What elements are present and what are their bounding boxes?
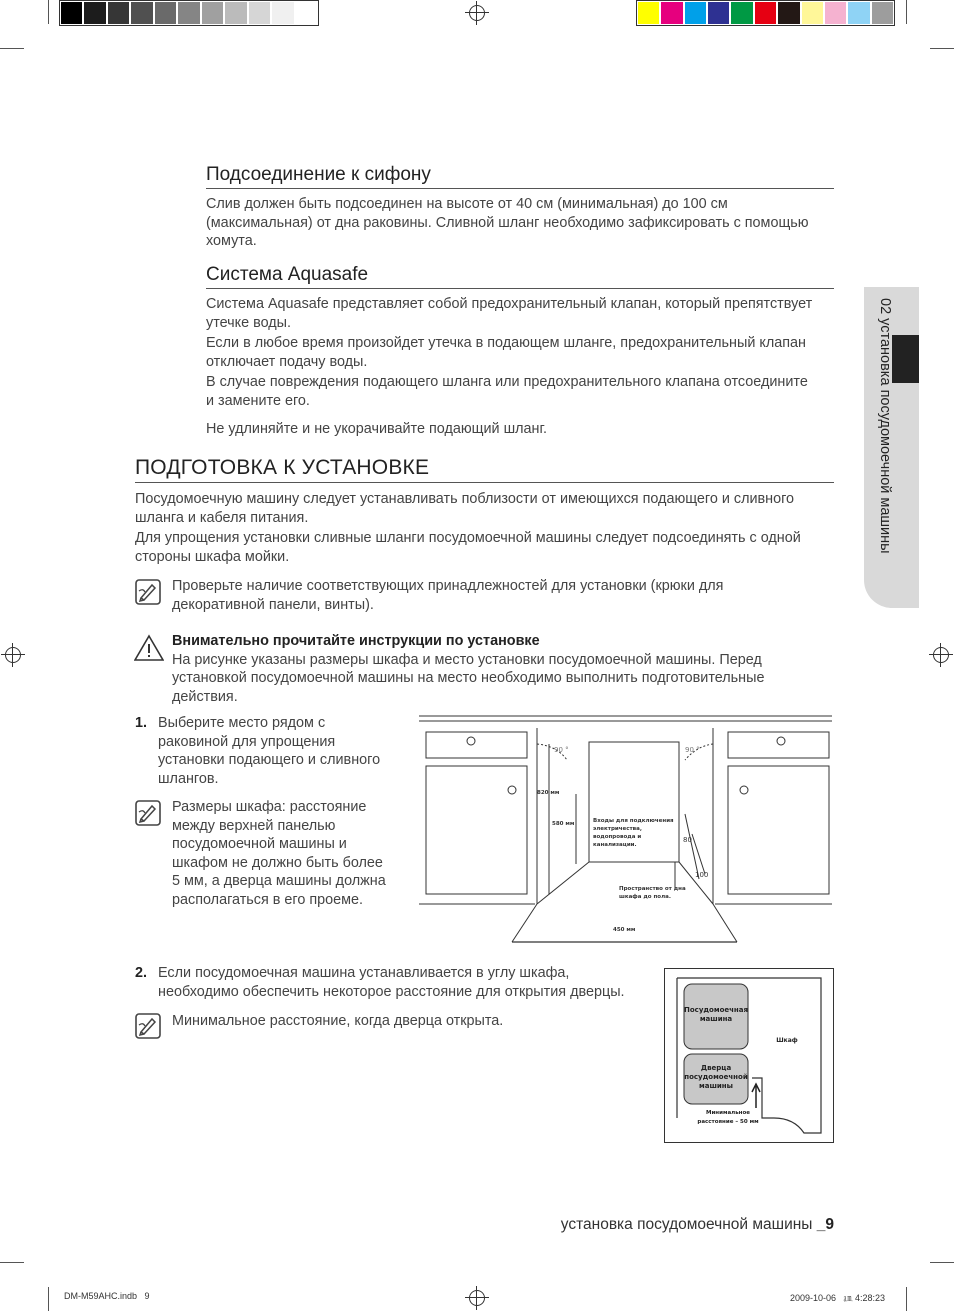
note-icon bbox=[135, 579, 161, 605]
trim-mark bbox=[48, 1287, 49, 1311]
trim-mark bbox=[48, 0, 49, 24]
siphon-text: Слив должен быть подсоединен на высоте от 40 см (минимальная) до 100 см (максимальная) от дна раковины. Сливной шланг необходимо зафиксировать с помощью хомута. bbox=[206, 196, 809, 249]
svg-text:канализации.: канализации. bbox=[593, 842, 637, 848]
inputs-label bbox=[593, 818, 674, 848]
color-calibration-bar bbox=[636, 0, 895, 26]
trim-mark bbox=[930, 1262, 954, 1263]
warning-block: Внимательно прочитайте инструкции по установке На рисунке указаны размеры шкафа и место установки посудомоечной машины. Перед установкой посудомоечной машины на место необходимо выполнить подготовительные действия. bbox=[172, 632, 832, 706]
installation-diagram bbox=[417, 714, 834, 946]
chapter-tab-label: 02 установка посудомоечной машины bbox=[877, 298, 893, 554]
angle-left-label: 90 ° bbox=[554, 746, 569, 754]
color-swatch bbox=[225, 2, 246, 24]
color-swatch bbox=[61, 2, 82, 24]
color-swatch bbox=[272, 2, 293, 24]
min-distance-note: Минимальное расстояние, когда дверца открыта. bbox=[172, 1013, 504, 1029]
color-swatch bbox=[249, 2, 270, 24]
warning-icon bbox=[134, 634, 164, 662]
svg-text:посудомоечной: посудомоечной bbox=[684, 1073, 748, 1081]
print-file-name: DM-M59AHC.indb 9 bbox=[64, 1291, 150, 1301]
color-swatch bbox=[108, 2, 129, 24]
color-swatch bbox=[825, 2, 846, 24]
color-swatch bbox=[661, 2, 682, 24]
color-swatch bbox=[131, 2, 152, 24]
prep-text: Посудомоечную машину следует устанавливать поблизости от имеющихся подающего и сливного шланга и кабеля питания. Для упрощения установки сливные шланги посудомоечной машины следует подсоединять с одной стороны шкафа мойки. bbox=[135, 491, 801, 565]
dim-100-label: 100 bbox=[695, 871, 709, 879]
color-swatch bbox=[296, 2, 317, 24]
color-swatch bbox=[84, 2, 105, 24]
footer-section: установка посудомоечной машины bbox=[560, 1216, 813, 1233]
note-icon bbox=[135, 1013, 161, 1039]
corner-diagram bbox=[664, 968, 835, 1144]
trim-mark bbox=[0, 1262, 24, 1263]
svg-text:Пространство от дна: Пространство от дна bbox=[619, 886, 686, 892]
dim-820-label: 820 мм bbox=[537, 790, 560, 796]
step-1-number: 1. bbox=[135, 715, 148, 731]
angle-right-label: 90 ° bbox=[685, 746, 700, 754]
color-swatch bbox=[848, 2, 869, 24]
color-swatch bbox=[778, 2, 799, 24]
cabinet-label: Шкаф bbox=[776, 1037, 798, 1044]
svg-text:машины: машины bbox=[699, 1082, 733, 1090]
color-swatch bbox=[731, 2, 752, 24]
registration-mark-bottom bbox=[469, 1290, 485, 1306]
color-swatch bbox=[708, 2, 729, 24]
cabinet-size-note: Размеры шкафа: расстояние между верхней панелью посудомоечной машины и шкафом не должно быть более 5 мм, а дверца машины должна располагаться в его проеме. bbox=[172, 799, 386, 908]
color-swatch bbox=[685, 2, 706, 24]
step-2-text: Если посудомоечная машина устанавливается в углу шкафа, необходимо обеспечить некоторое расстояние для открытия дверцы. bbox=[158, 965, 625, 1000]
accessories-note: Проверьте наличие соответствующих принадлежностей для установки (крюки для декоративной панели, винты). bbox=[172, 578, 724, 613]
svg-text:расстояние – 50 мм: расстояние – 50 мм bbox=[697, 1119, 759, 1125]
siphon-heading: Подсоединение к сифону bbox=[206, 164, 834, 189]
registration-mark-left bbox=[5, 647, 21, 663]
svg-text:электричества,: электричества, bbox=[593, 826, 642, 832]
svg-text:машина: машина bbox=[699, 1015, 733, 1023]
color-swatch bbox=[872, 2, 893, 24]
registration-mark-top bbox=[469, 5, 485, 21]
registration-mark-right bbox=[933, 647, 949, 663]
trim-mark bbox=[0, 48, 24, 49]
floor-space-label bbox=[619, 886, 686, 900]
dim-580-label: 580 мм bbox=[552, 821, 575, 827]
svg-text:водопровода и: водопровода и bbox=[593, 834, 642, 840]
trim-mark bbox=[906, 1287, 907, 1311]
note-icon bbox=[135, 800, 161, 826]
page-footer bbox=[561, 1216, 834, 1234]
color-swatch bbox=[755, 2, 776, 24]
dim-450-label: 450 мм bbox=[613, 927, 636, 933]
svg-text:Входы для подключения: Входы для подключения bbox=[593, 818, 674, 824]
color-swatch bbox=[802, 2, 823, 24]
aquasafe-text: Система Aquasafe представляет собой предохранительный клапан, который препятствует утечке воды. Если в любое время произойдет утечка в подающем шланге, предохранительный клапан отключает подачу воды. В случае повреждения подающего шланга или предохранительного клапана отсоедините и замените его. Не удлиняйте и не укорачивайте подающий шланг. bbox=[206, 296, 813, 437]
trim-mark bbox=[930, 48, 954, 49]
color-swatch bbox=[202, 2, 223, 24]
grayscale-calibration-bar bbox=[59, 0, 319, 26]
step-1-text: Выберите место рядом с раковиной для упрощения установки подающего и сливного шлангов. bbox=[158, 715, 381, 787]
svg-text:Посудомоечная: Посудомоечная bbox=[684, 1006, 748, 1014]
dim-80-label: 80 bbox=[683, 836, 692, 844]
svg-text:шкафа до пола.: шкафа до пола. bbox=[619, 894, 671, 900]
page-number: _9 bbox=[816, 1216, 834, 1233]
prep-heading: ПОДГОТОВКА К УСТАНОВКЕ bbox=[135, 456, 834, 483]
print-date: 2009-10-06 ㏂ 4:28:23 bbox=[790, 1293, 886, 1303]
chapter-tab-marker bbox=[892, 335, 919, 383]
color-swatch bbox=[155, 2, 176, 24]
trim-mark bbox=[906, 0, 907, 24]
warning-title: Внимательно прочитайте инструкции по установке bbox=[172, 633, 540, 649]
svg-text:Дверца: Дверца bbox=[700, 1064, 732, 1072]
aquasafe-heading: Система Aquasafe bbox=[206, 264, 834, 289]
color-swatch bbox=[178, 2, 199, 24]
color-swatch bbox=[638, 2, 659, 24]
svg-text:Минимальное: Минимальное bbox=[705, 1110, 751, 1116]
step-2-number: 2. bbox=[135, 965, 148, 981]
